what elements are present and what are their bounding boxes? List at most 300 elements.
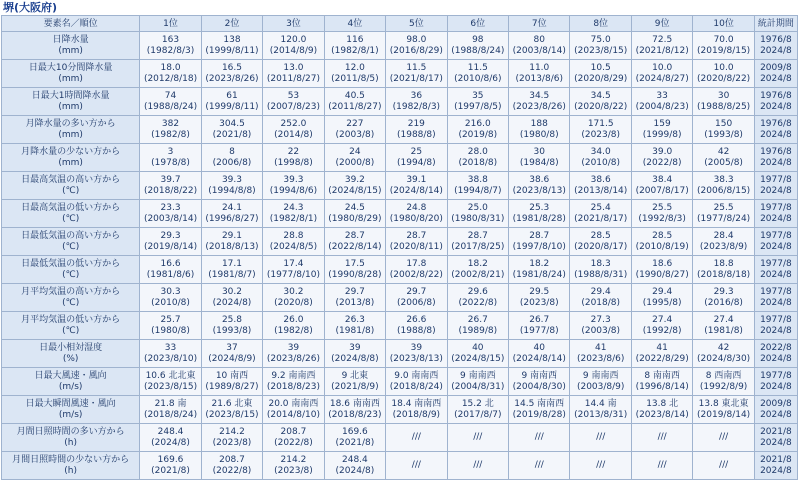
cell-date: (2020/8) <box>274 297 313 308</box>
cell-value: /// <box>657 432 667 442</box>
period-cell <box>754 32 797 60</box>
cell-date: (2003/8/14) <box>143 213 198 224</box>
cell-value: 18.6 南南西 <box>329 398 380 409</box>
table-row <box>2 60 798 88</box>
cell-date: (1981/8) <box>704 325 743 336</box>
cell-value: 16.6 <box>160 258 181 269</box>
cell-date: (1997/8/10) <box>512 241 566 252</box>
cell-value: 17.1 <box>221 258 242 269</box>
cell-date: (2019/8/28) <box>512 409 566 420</box>
cell-value: 98 <box>472 34 484 45</box>
column-header: 10位 <box>693 16 754 32</box>
record-cell <box>631 88 692 116</box>
cell-date: 2024/8 <box>760 437 792 448</box>
period-cell <box>754 340 797 368</box>
cell-date: (2023/8/13) <box>512 185 566 196</box>
cell-value: 9 南南西 <box>582 370 619 381</box>
cell-date: (2023/8/26) <box>205 73 259 84</box>
cell-date: (2023/8) <box>581 129 621 140</box>
cell-value: 10.0 <box>652 62 673 73</box>
record-cell <box>386 228 447 256</box>
cell-value: 月間日照時間の少ない方から <box>12 454 130 465</box>
cell-date: (1993/8) <box>704 129 743 140</box>
cell-date: (2007/8/17) <box>635 185 689 196</box>
cell-date: (2007/8/23) <box>266 101 321 112</box>
cell-value: /// <box>534 432 544 442</box>
cell-date: 2024/8 <box>760 465 792 476</box>
period-cell <box>754 228 797 256</box>
cell-date: (mm) <box>58 101 83 112</box>
cell-date: (2022/8) <box>458 297 498 308</box>
record-cell <box>201 32 262 60</box>
table-row <box>2 396 798 424</box>
cell-date: (2013/8) <box>335 297 375 308</box>
record-cell <box>201 228 262 256</box>
table-row <box>2 116 798 144</box>
cell-date: (2021/8) <box>335 437 375 448</box>
cell-date: (2023/8/15) <box>574 45 628 56</box>
cell-date: (2010/8) <box>581 157 621 168</box>
period-cell <box>754 116 797 144</box>
cell-value: 11.0 <box>529 62 550 73</box>
record-cell <box>570 116 631 144</box>
cell-value: 29.7 <box>344 286 365 297</box>
cell-value: 39 <box>287 342 300 353</box>
cell-value: 10.6 北北東 <box>145 370 196 381</box>
cell-value: 8 <box>229 146 235 157</box>
cell-date: (2014/8/10) <box>266 409 321 420</box>
record-cell <box>509 32 570 60</box>
cell-value: 188 <box>530 118 548 129</box>
record-cell <box>509 396 570 424</box>
cell-value: 27.4 <box>652 314 673 325</box>
record-cell <box>201 200 262 228</box>
cell-value: 138 <box>223 34 241 45</box>
row-header <box>2 144 140 172</box>
record-cell <box>447 340 508 368</box>
cell-value: 9 南南西 <box>521 370 558 381</box>
cell-value: 41 <box>594 342 607 353</box>
record-cell <box>631 228 692 256</box>
cell-date: (1980/8/29) <box>328 213 382 224</box>
cell-value: 39.1 <box>406 174 427 185</box>
record-cell <box>324 312 385 340</box>
column-header: 7位 <box>509 16 570 32</box>
cell-date: (2024/8/8) <box>331 353 379 364</box>
cell-value: 20.0 南南西 <box>268 398 319 409</box>
table-row <box>2 452 798 480</box>
cell-value: 2009/8 <box>760 62 792 73</box>
record-cell <box>386 60 447 88</box>
cell-date: (2020/8/22) <box>574 101 628 112</box>
record-cell <box>570 256 631 284</box>
cell-date: 2024/8 <box>760 241 792 252</box>
records-table <box>1 15 798 480</box>
table-row <box>2 424 798 452</box>
cell-date: (2000/8) <box>335 157 375 168</box>
record-cell <box>201 144 262 172</box>
cell-date: 2024/8 <box>760 353 792 364</box>
cell-value: 33 <box>164 342 177 353</box>
record-cell <box>140 228 201 256</box>
cell-value: 24.5 <box>344 202 365 213</box>
cell-value: 29.5 <box>529 286 550 297</box>
cell-date: (mm) <box>58 45 83 56</box>
cell-value: 28.5 <box>652 230 673 241</box>
record-cell <box>324 32 385 60</box>
cell-date: (2021/8/12) <box>635 45 689 56</box>
cell-date: (1982/8/1) <box>269 213 318 224</box>
record-cell <box>509 60 570 88</box>
row-header <box>2 32 140 60</box>
record-cell <box>570 368 631 396</box>
record-cell <box>386 340 447 368</box>
cell-date: (2003/8/9) <box>576 381 625 392</box>
cell-date: 2024/8 <box>760 101 792 112</box>
cell-value: 27.4 <box>713 314 734 325</box>
record-cell <box>570 424 631 452</box>
cell-date: (2011/8/5) <box>331 73 379 84</box>
cell-date: (2002/8/22) <box>389 269 443 280</box>
cell-value: 30.3 <box>160 286 181 297</box>
record-cell <box>201 60 262 88</box>
record-cell <box>263 312 324 340</box>
column-header: 統計期間 <box>754 16 797 32</box>
cell-value: /// <box>411 460 421 470</box>
record-cell <box>631 312 692 340</box>
cell-value: 17.4 <box>283 258 304 269</box>
record-cell <box>324 452 385 480</box>
cell-value: 120.0 <box>280 34 307 45</box>
record-cell <box>140 144 201 172</box>
table-row <box>2 228 798 256</box>
cell-value: 34.5 <box>529 90 550 101</box>
record-cell <box>631 256 692 284</box>
cell-date: (2006/8) <box>212 157 252 168</box>
cell-date: 2024/8 <box>760 45 792 56</box>
cell-value: 21.8 南 <box>154 398 187 409</box>
cell-value: 53 <box>287 90 300 101</box>
cell-date: (2021/8/17) <box>389 73 443 84</box>
cell-value: 28.8 <box>283 230 304 241</box>
record-cell <box>324 144 385 172</box>
record-cell <box>570 32 631 60</box>
cell-date: (2022/8/14) <box>328 241 382 252</box>
record-cell <box>509 144 570 172</box>
cell-value: 日最高気温の低い方から <box>21 202 121 213</box>
record-cell <box>324 368 385 396</box>
cell-value: 月平均気温の低い方から <box>21 314 121 325</box>
record-cell <box>140 200 201 228</box>
record-cell <box>570 88 631 116</box>
cell-date: (h) <box>64 437 78 448</box>
cell-date: (2023/8/26) <box>512 101 566 112</box>
record-cell <box>570 60 631 88</box>
row-header <box>2 284 140 312</box>
cell-value: 42 <box>717 146 730 157</box>
record-cell <box>447 228 508 256</box>
row-header <box>2 312 140 340</box>
record-cell <box>386 284 447 312</box>
cell-value: 1977/8 <box>760 230 792 241</box>
cell-date: (1988/8/24) <box>451 45 505 56</box>
record-cell <box>386 32 447 60</box>
cell-date: 2024/8 <box>760 213 792 224</box>
cell-value: 28.0 <box>467 146 488 157</box>
cell-value: 日最高気温の高い方から <box>21 174 121 185</box>
record-cell <box>386 452 447 480</box>
row-header <box>2 396 140 424</box>
cell-date: (2024/8) <box>335 465 375 476</box>
record-cell <box>263 452 324 480</box>
record-cell <box>140 60 201 88</box>
cell-date: (1994/8) <box>396 157 436 168</box>
cell-value: 39.3 <box>283 174 304 185</box>
record-cell <box>324 88 385 116</box>
cell-value: 34.0 <box>590 146 611 157</box>
cell-date: (2024/8/15) <box>328 185 382 196</box>
cell-date: 2024/8 <box>760 157 792 168</box>
record-cell <box>509 228 570 256</box>
record-cell <box>693 396 754 424</box>
record-cell <box>140 312 201 340</box>
cell-date: (2020/8/11) <box>389 241 443 252</box>
cell-date: (2022/8/29) <box>635 353 689 364</box>
cell-value: 33 <box>656 90 668 101</box>
record-cell <box>447 368 508 396</box>
cell-date: 2024/8 <box>760 381 792 392</box>
record-cell <box>324 116 385 144</box>
cell-date: (2016/8) <box>704 297 743 308</box>
cell-date: (2014/8/9) <box>269 45 318 56</box>
column-header: 8位 <box>570 16 631 32</box>
record-cell <box>631 200 692 228</box>
record-cell <box>447 60 508 88</box>
cell-date: (2021/8/17) <box>574 213 628 224</box>
record-cell <box>631 60 692 88</box>
cell-value: 25.5 <box>652 202 673 213</box>
record-cell <box>263 228 324 256</box>
cell-value: 36 <box>410 90 423 101</box>
column-header: 1位 <box>140 16 201 32</box>
cell-value: 39 <box>410 342 423 353</box>
cell-value: 18.3 <box>590 258 611 269</box>
cell-date: (mm) <box>58 129 83 140</box>
cell-date: (h) <box>64 465 78 476</box>
table-row <box>2 340 798 368</box>
cell-value: 月平均気温の高い方から <box>21 286 121 297</box>
record-cell <box>324 396 385 424</box>
cell-value: 日降水量 <box>52 34 89 45</box>
cell-value: 169.6 <box>342 426 368 437</box>
cell-value: 38.3 <box>713 174 734 185</box>
cell-date: (2016/8/29) <box>389 45 443 56</box>
cell-date: (1982/8) <box>274 325 313 336</box>
record-cell <box>386 116 447 144</box>
cell-date: (1981/8) <box>335 325 375 336</box>
cell-date: (2002/8/21) <box>451 269 505 280</box>
cell-date: (1997/8/5) <box>454 101 502 112</box>
record-cell <box>386 396 447 424</box>
row-header <box>2 452 140 480</box>
cell-value: /// <box>534 460 544 470</box>
record-cell <box>631 144 692 172</box>
record-cell <box>263 424 324 452</box>
cell-date: (mm) <box>58 73 83 84</box>
cell-value: 26.6 <box>406 314 427 325</box>
cell-value: 2022/8 <box>760 342 792 353</box>
cell-value: 39.3 <box>221 174 242 185</box>
record-cell <box>570 340 631 368</box>
record-cell <box>693 340 754 368</box>
record-cell <box>509 424 570 452</box>
cell-date: (%) <box>62 353 79 364</box>
record-cell <box>263 200 324 228</box>
cell-date: (1988/8) <box>396 129 436 140</box>
record-cell <box>570 452 631 480</box>
cell-date: (1999/8/11) <box>205 101 259 112</box>
cell-value: 34.5 <box>590 90 611 101</box>
cell-date: (1988/8/31) <box>574 269 628 280</box>
record-cell <box>509 368 570 396</box>
record-cell <box>140 424 201 452</box>
cell-value: 29.6 <box>467 286 488 297</box>
record-cell <box>140 340 201 368</box>
column-header: 3位 <box>263 16 324 32</box>
row-header <box>2 340 140 368</box>
record-cell <box>324 172 385 200</box>
cell-date: (2012/8/18) <box>143 73 198 84</box>
cell-date: (2024/8/9) <box>208 353 256 364</box>
cell-date: (2023/8/13) <box>389 353 443 364</box>
cell-date: (2017/8/25) <box>451 241 505 252</box>
record-cell <box>631 368 692 396</box>
record-cell <box>631 116 692 144</box>
cell-value: 1976/8 <box>760 118 792 129</box>
period-cell <box>754 452 797 480</box>
cell-value: 41 <box>656 342 668 353</box>
cell-date: (1981/8/28) <box>512 213 566 224</box>
cell-date: (2004/8/31) <box>451 381 505 392</box>
record-cell <box>386 88 447 116</box>
row-header <box>2 424 140 452</box>
cell-value: 1977/8 <box>760 370 792 381</box>
table-row <box>2 256 798 284</box>
cell-value: 25 <box>410 146 423 157</box>
row-header <box>2 368 140 396</box>
cell-date: (1980/8) <box>151 325 190 336</box>
cell-date: (2003/8) <box>581 325 621 336</box>
cell-date: (2022/8) <box>642 157 682 168</box>
cell-date: 2024/8 <box>760 185 792 196</box>
record-cell <box>693 256 754 284</box>
cell-value: 25.4 <box>590 202 611 213</box>
record-cell <box>693 32 754 60</box>
column-header: 9位 <box>631 16 692 32</box>
period-cell <box>754 88 797 116</box>
cell-date: (m/s) <box>58 409 83 420</box>
cell-date: (1992/8) <box>642 325 682 336</box>
cell-value: 28.7 <box>467 230 488 241</box>
record-cell <box>447 256 508 284</box>
record-cell <box>140 172 201 200</box>
cell-date: (2023/8/9) <box>699 241 748 252</box>
record-cell <box>509 88 570 116</box>
record-cell <box>386 256 447 284</box>
cell-value: 29.3 <box>160 230 181 241</box>
cell-value: 30 <box>533 146 545 157</box>
period-cell <box>754 144 797 172</box>
cell-date: (2024/8/14) <box>389 185 443 196</box>
cell-date: (1988/8) <box>396 325 436 336</box>
cell-value: 40 <box>533 342 545 353</box>
cell-value: 39 <box>349 342 361 353</box>
cell-value: 1976/8 <box>760 34 792 45</box>
header-row <box>2 16 798 32</box>
cell-value: 252.0 <box>280 118 307 129</box>
cell-value: 26.0 <box>283 314 304 325</box>
record-cell <box>201 172 262 200</box>
cell-date: (2003/8) <box>335 129 375 140</box>
record-cell <box>693 144 754 172</box>
record-cell <box>631 284 692 312</box>
cell-date: (2006/8/15) <box>697 185 751 196</box>
record-cell <box>263 144 324 172</box>
record-cell <box>263 396 324 424</box>
cell-date: (2024/8) <box>151 437 190 448</box>
cell-value: 38.8 <box>467 174 488 185</box>
period-cell <box>754 200 797 228</box>
period-cell <box>754 368 797 396</box>
cell-date: (2019/8/14) <box>143 241 198 252</box>
cell-date: (2022/8) <box>212 465 252 476</box>
cell-value: 18.8 <box>713 258 734 269</box>
row-header <box>2 116 140 144</box>
cell-value: 15.2 北 <box>461 398 494 409</box>
record-cell <box>447 88 508 116</box>
cell-date: (1988/8/25) <box>697 101 751 112</box>
cell-value: 38.4 <box>652 174 673 185</box>
cell-value: 22 <box>287 146 300 157</box>
cell-value: 14.4 南 <box>584 398 617 409</box>
cell-date: (mm) <box>58 157 83 168</box>
cell-value: 月降水量の多い方から <box>25 118 116 129</box>
column-header: 6位 <box>447 16 508 32</box>
cell-date: (2018/8/24) <box>389 381 443 392</box>
cell-value: 12.0 <box>344 62 365 73</box>
cell-value: 248.4 <box>342 454 368 465</box>
cell-value: 72.5 <box>652 34 673 45</box>
cell-date: 2024/8 <box>760 269 792 280</box>
cell-date: (1981/8/6) <box>146 269 195 280</box>
cell-value: 37 <box>226 342 238 353</box>
cell-value: 25.5 <box>713 202 734 213</box>
column-header: 5位 <box>386 16 447 32</box>
cell-value: 8 南南西 <box>644 370 680 381</box>
record-cell <box>693 88 754 116</box>
record-cell <box>263 172 324 200</box>
cell-date: (1980/8/20) <box>389 213 443 224</box>
record-cell <box>386 424 447 452</box>
cell-value: 35 <box>472 90 484 101</box>
cell-value: 日最低気温の低い方から <box>21 258 121 269</box>
record-cell <box>201 340 262 368</box>
record-cell <box>201 256 262 284</box>
cell-value: 80 <box>533 34 545 45</box>
row-header <box>2 88 140 116</box>
cell-date: (2018/8/24) <box>143 409 198 420</box>
cell-value: 2021/8 <box>760 454 792 465</box>
